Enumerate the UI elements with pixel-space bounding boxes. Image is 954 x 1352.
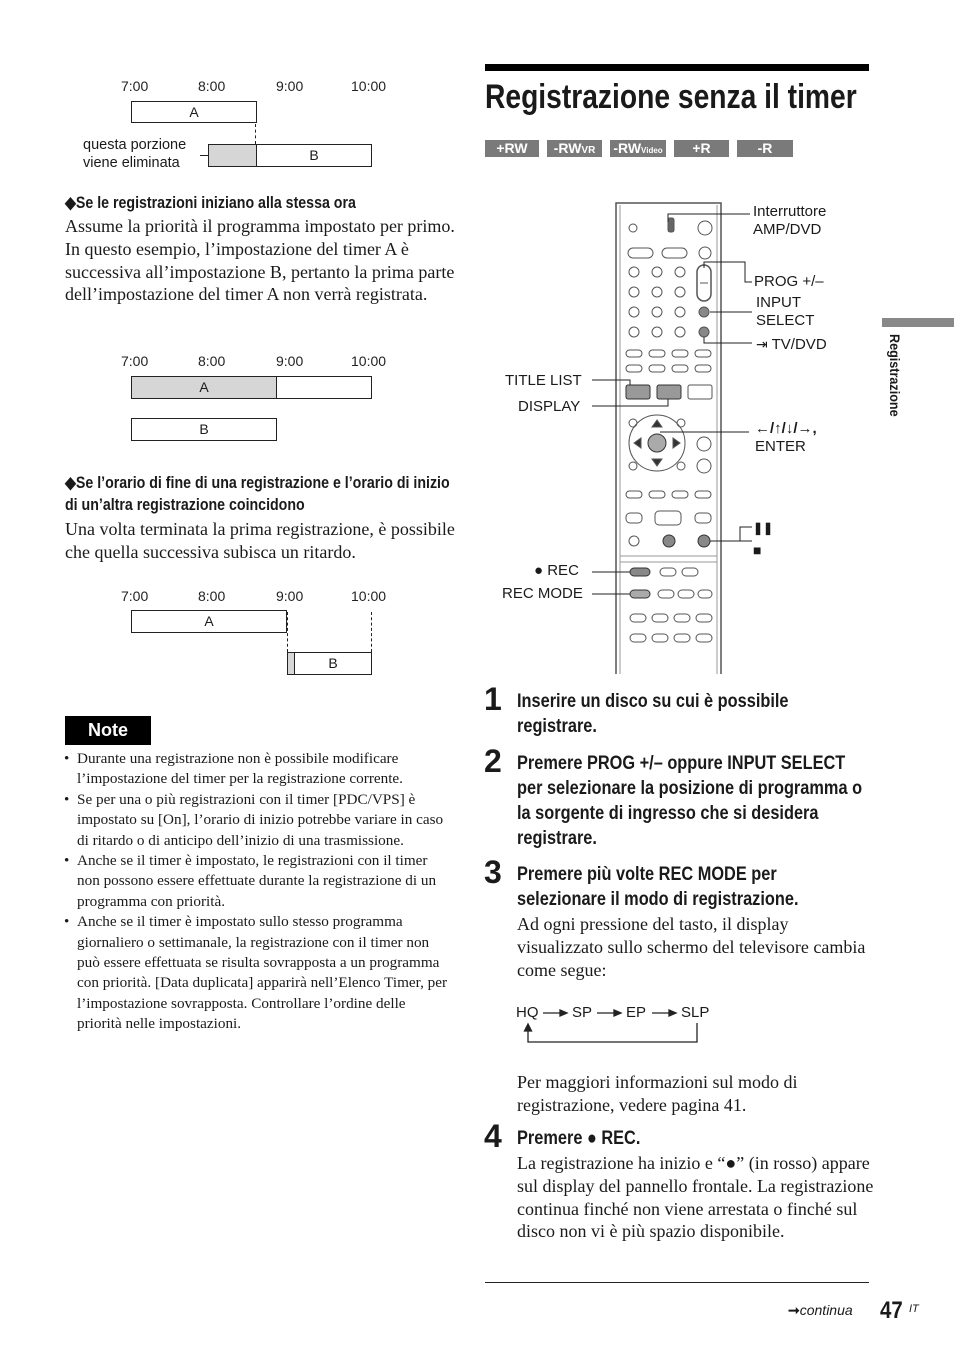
timer-bar-b: B <box>294 652 372 675</box>
rec-mode-item: EP <box>626 1004 647 1021</box>
label-tv-dvd <box>756 335 827 354</box>
step-heading: Premere più volte REC MODE per selezionare il modo di registrazione. <box>517 864 799 910</box>
pause-icon: ❚❚ <box>753 521 774 535</box>
step-body: Ad ogni pressione del tasto, il display visualizzato sullo schermo del televisore cambia come segue: <box>517 914 866 980</box>
timer-bar-b: B <box>256 144 372 167</box>
side-tab-bar <box>882 318 954 327</box>
section-heading: ◆Se le registrazioni iniziano alla stessa ora <box>65 194 356 212</box>
step-body: Per maggiori informazioni sul modo di registrazione, vedere pagina 41. <box>517 1072 798 1115</box>
time-label: 9:00 <box>276 353 304 369</box>
rec-mode-item: SP <box>572 1004 593 1021</box>
time-label: 10:00 <box>351 78 387 94</box>
label-rec-mode: REC MODE <box>502 585 583 602</box>
step-number: 1 <box>484 681 502 717</box>
stop-icon: ■ <box>753 542 762 558</box>
disc-badge-rw-video <box>610 140 666 157</box>
section-body: Assume la priorità il programma impostato per primo. In questo esempio, l’impostazione del timer A è successiva all’impostazione B, pertanto la prima parte dell’impostazione del timer A non verrà registrata. <box>65 216 455 305</box>
arrow-right-icon: ➞ <box>788 1302 800 1318</box>
time-label: 7:00 <box>121 588 149 604</box>
continua-label: continua <box>799 1302 853 1318</box>
deleted-portion <box>208 144 257 167</box>
step-number: 2 <box>484 743 502 779</box>
page-number: 47 <box>880 1297 903 1324</box>
label-display: DISPLAY <box>518 398 581 415</box>
badge-sub: VR <box>581 145 596 156</box>
time-label: 10:00 <box>351 588 387 604</box>
note-item: • Se per una o più registrazioni con il timer [PDC/VPS] è impostato su [On], l’orario di inizio potrebbe variare in caso di ritardo o di anticipo dell’inizio di una trasmissione. <box>62 790 450 851</box>
note-item: • Durante una registrazione non è possibile modificare l’impostazione del timer per la registrazione corrente. <box>62 749 450 790</box>
note-item: • Anche se il timer è impostato sullo stesso programma giornaliero o settimanale, la registrazione con il timer non può essere effettuata se risulta sovrapposta a un programma con priorità. [Data duplicata] apparirà nell’Elenco Timer, per l’impostazione sovrapposta. Controllare l’ordine delle priorità nelle impostazioni. <box>62 912 450 1034</box>
timer-bar-b: B <box>131 418 277 441</box>
label-enter: ENTER <box>755 438 806 455</box>
note-label: Note <box>65 716 151 745</box>
rec-mode-item: HQ <box>516 1004 539 1021</box>
time-label: 10:00 <box>351 353 387 369</box>
page-suffix: IT <box>909 1303 919 1315</box>
side-tab-label: Registrazione <box>887 334 903 417</box>
time-label: 8:00 <box>198 78 226 94</box>
time-label: 8:00 <box>198 588 226 604</box>
badge-sub: Video <box>641 146 663 155</box>
portion-label: questa porzione viene eliminata <box>83 137 187 171</box>
disc-badge-r: -R <box>737 140 793 157</box>
dashed-marker <box>287 612 288 652</box>
label-prog: PROG +/– <box>754 273 824 290</box>
label-amp-dvd-switch: Interruttore AMP/DVD <box>753 203 827 238</box>
time-label: 8:00 <box>198 353 226 369</box>
rec-mode-arrows <box>510 1005 720 1050</box>
time-label: 9:00 <box>276 588 304 604</box>
badge-main: -RW <box>613 140 642 156</box>
dashed-marker <box>371 612 372 652</box>
step-number: 3 <box>484 854 502 890</box>
label-arrow-keys: ←/↑/↓/→, <box>755 420 817 437</box>
step-body: La registrazione ha inizio e “●” (in rosso) appare sul display del pannello frontale. La registrazione continua finché non viene arrestata o finché sul disco non vi è più spazio disponibile. <box>517 1153 874 1242</box>
label-rec: ● REC <box>534 562 579 579</box>
dashed-marker <box>255 124 256 144</box>
time-label: 9:00 <box>276 78 304 94</box>
note-item: • Anche se il timer è impostato, le registrazioni con il timer non possono essere effettuate durante la registrazione di un programma con priorità. <box>62 851 450 912</box>
timer-bar-a: A <box>131 610 287 633</box>
rec-mode-item: SLP <box>681 1004 710 1021</box>
page-title: Registrazione senza il timer <box>485 78 857 116</box>
time-label: 7:00 <box>121 78 149 94</box>
section-heading: ◆Se l’orario di fine di una registrazione e l’orario di inizio di un’altra registrazione coincidono <box>65 474 450 514</box>
disc-badge-rw-vr <box>547 140 602 157</box>
timer-bar-a: A <box>131 376 277 399</box>
input-icon: ⇥ <box>756 336 768 352</box>
disc-badge-plus-rw: +RW <box>485 140 539 157</box>
disc-badge-plus-r: +R <box>674 140 729 157</box>
timer-bar-a-rest <box>276 376 372 399</box>
footer-rule <box>485 1282 869 1283</box>
label-tv-dvd-text: TV/DVD <box>771 336 827 353</box>
step-heading: Inserire un disco su cui è possibile registrare. <box>517 691 789 737</box>
badge-main: -RW <box>553 140 582 156</box>
step-heading: Premere ● REC. <box>517 1128 641 1149</box>
title-rule <box>485 64 869 71</box>
section-body: Una volta terminata la prima registrazione, è possibile che quella successiva subisca un ritardo. <box>65 519 455 562</box>
timer-bar-a: A <box>131 101 257 123</box>
label-title-list: TITLE LIST <box>505 372 582 389</box>
time-label: 7:00 <box>121 353 149 369</box>
step-number: 4 <box>484 1118 502 1154</box>
note-list <box>62 749 450 1035</box>
step-heading: Premere PROG +/– oppure INPUT SELECT per selezionare la posizione di programma o la sorgente di ingresso che si desidera registrare. <box>517 753 863 849</box>
label-input-select: INPUT SELECT <box>756 294 815 329</box>
continua-link[interactable] <box>788 1302 853 1319</box>
